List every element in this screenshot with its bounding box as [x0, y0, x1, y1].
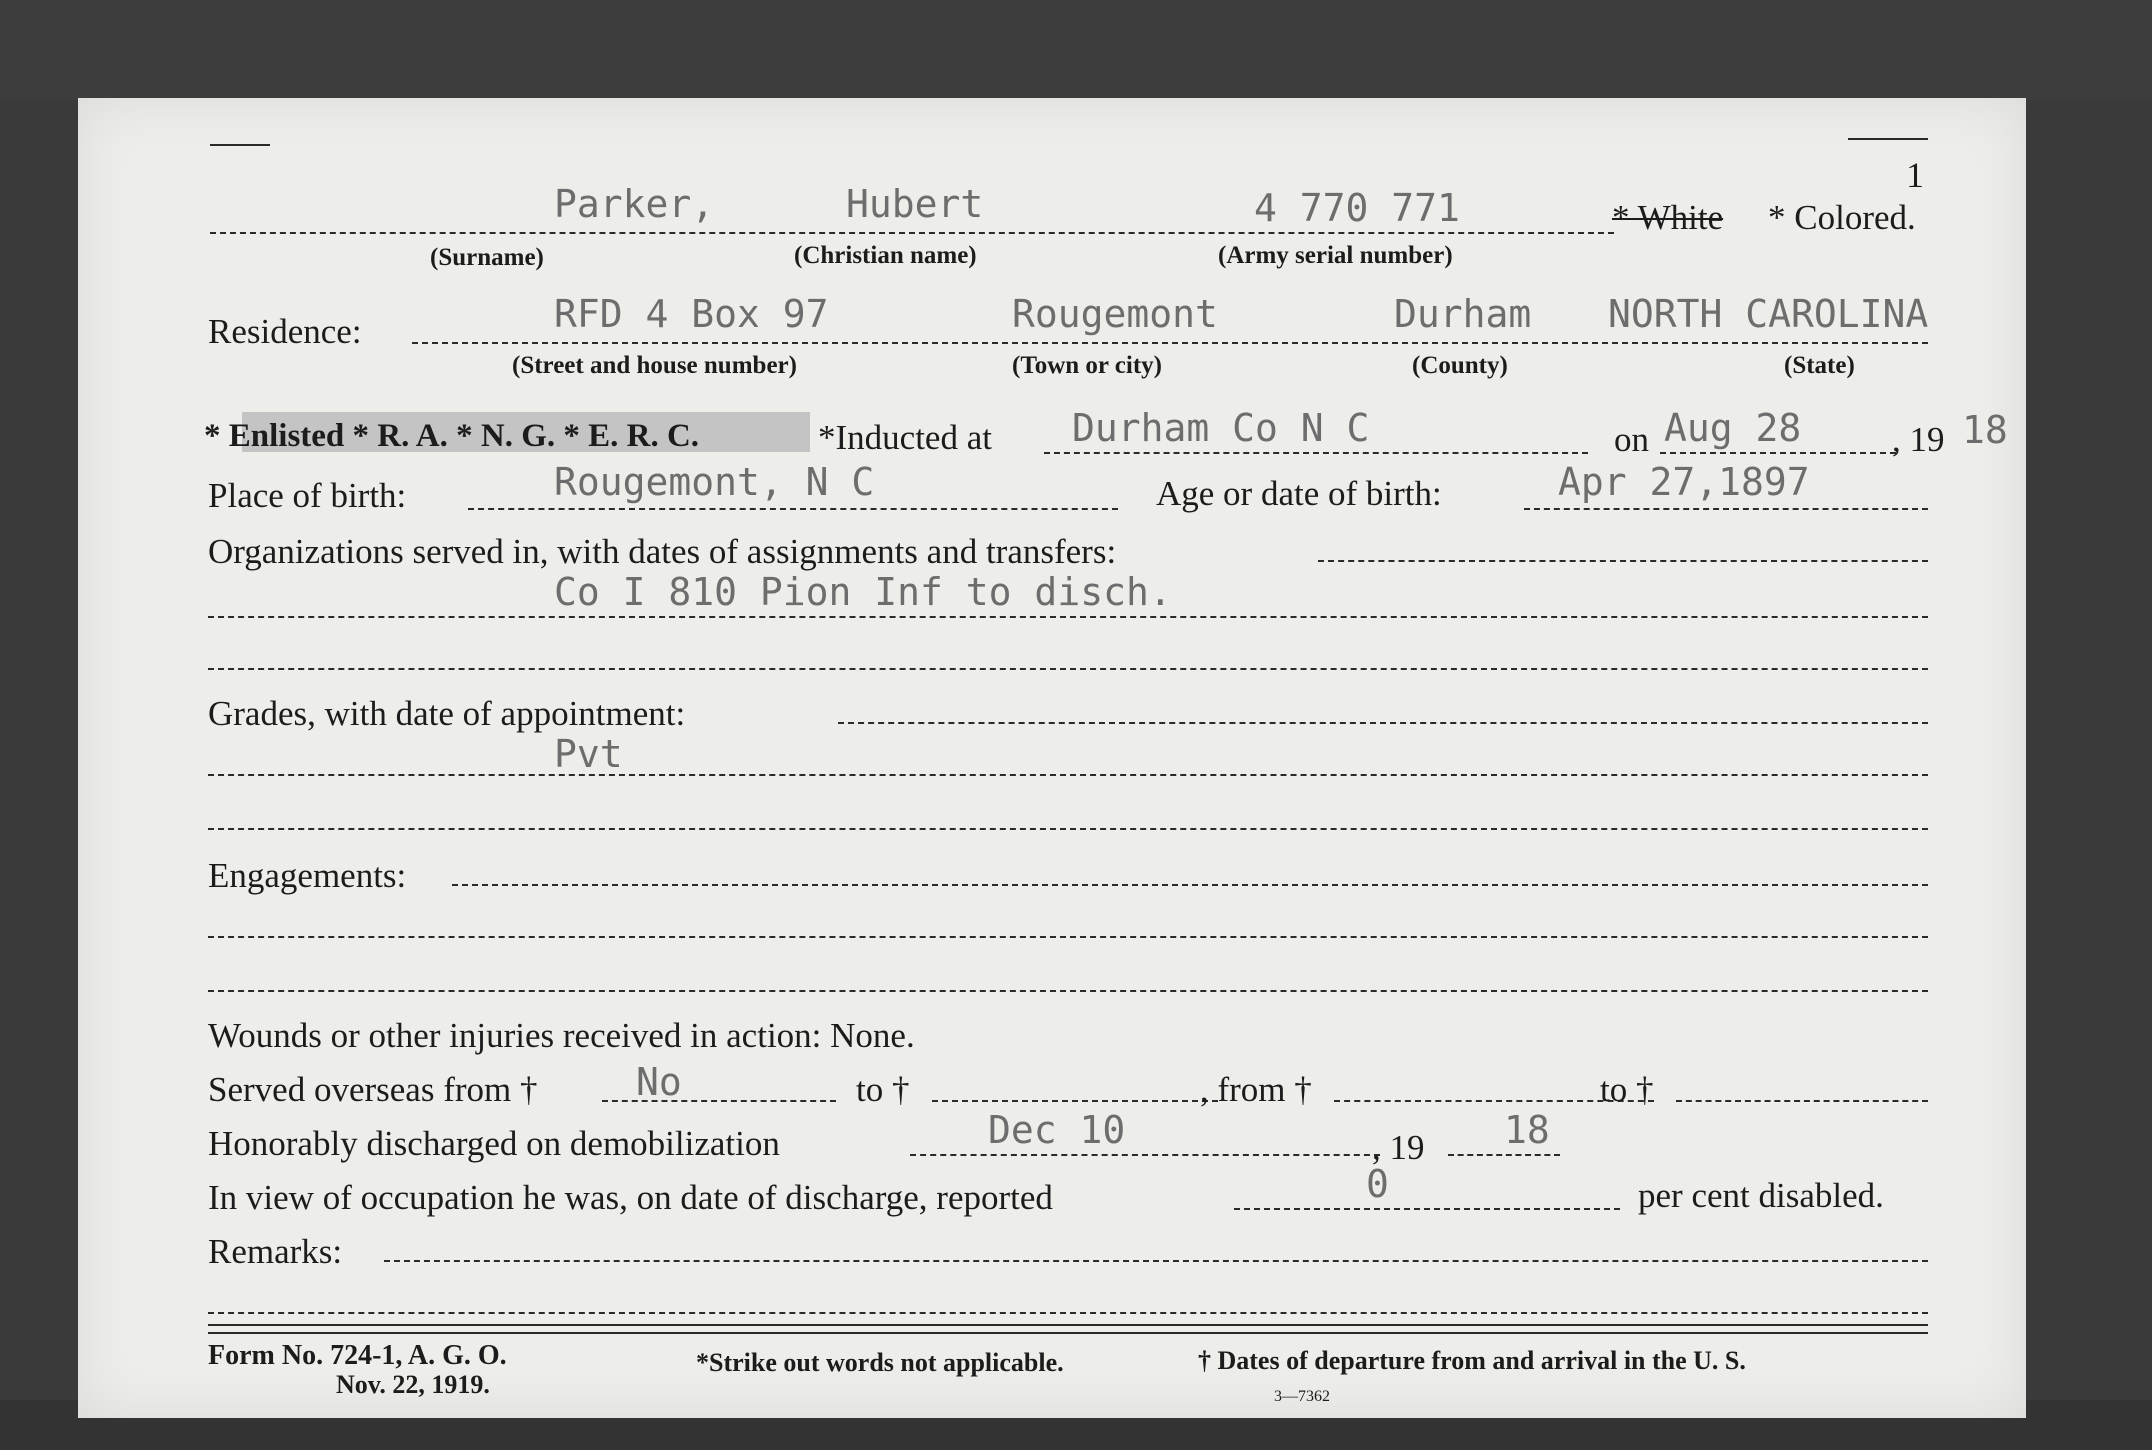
engagements-line-1 [452, 884, 1928, 886]
residence-street-value: RFD 4 Box 97 [554, 292, 829, 336]
discharge-year-line [1448, 1154, 1560, 1156]
grades-label: Grades, with date of appointment: [208, 694, 686, 733]
place-of-birth-value: Rougemont, N C [554, 460, 875, 504]
discharge-year-value: 18 [1504, 1108, 1550, 1152]
overseas-from-value: No [636, 1060, 682, 1104]
remarks-line-1 [384, 1260, 1928, 1262]
surname-caption: (Surname) [430, 244, 544, 271]
place-of-birth-line [468, 508, 1118, 510]
residence-county-value: Durham [1394, 292, 1532, 336]
overseas-to2-label: to † [1600, 1070, 1654, 1109]
residence-label: Residence: [208, 312, 362, 351]
serial-number-value: 4 770 771 [1254, 186, 1460, 230]
christian-name-caption: (Christian name) [794, 242, 977, 269]
serial-number-caption: (Army serial number) [1218, 242, 1453, 269]
grades-line-3 [208, 828, 1928, 830]
name-line [210, 232, 1614, 234]
footer-rule-2 [208, 1332, 1928, 1334]
organizations-line-2 [208, 616, 1928, 618]
dates-note: † Dates of departure from and arrival in the U. S. [1198, 1346, 1746, 1375]
white-label: * White [1612, 198, 1724, 237]
inducted-label: *Inducted at [818, 418, 992, 457]
grades-value: Pvt [554, 732, 623, 776]
inducted-line [1044, 452, 1588, 454]
print-code: 3—7362 [1274, 1388, 1330, 1405]
town-caption: (Town or city) [1012, 352, 1162, 379]
inducted-place-value: Durham Co N C [1072, 406, 1370, 450]
disability-line [1234, 1208, 1620, 1210]
disability-suffix: per cent disabled. [1638, 1176, 1884, 1215]
age-label: Age or date of birth: [1156, 474, 1442, 513]
organizations-label: Organizations served in, with dates of assignments and transfers: [208, 532, 1117, 571]
service-record-card [78, 98, 2026, 1418]
remarks-line-2 [208, 1312, 1928, 1314]
street-caption: (Street and house number) [512, 352, 797, 379]
card-number: 1 [1906, 155, 1924, 195]
top-left-rule [210, 144, 270, 146]
overseas-from2-label: , from † [1200, 1070, 1312, 1109]
wounds-text: Wounds or other injuries received in action: None. [208, 1016, 915, 1055]
induction-date-line [1660, 452, 1896, 454]
engagements-line-3 [208, 990, 1928, 992]
organizations-line-1 [1318, 560, 1928, 562]
induction-date-value: Aug 28 [1664, 406, 1802, 450]
organizations-line-3 [208, 668, 1928, 670]
state-caption: (State) [1784, 352, 1855, 379]
grades-line-1 [838, 722, 1928, 724]
residence-state-value: NORTH CAROLINA [1608, 292, 1929, 336]
residence-town-value: Rougemont [1012, 292, 1218, 336]
disability-label: In view of occupation he was, on date of discharge, reported [208, 1178, 1053, 1217]
top-right-rule [1848, 138, 1928, 140]
disability-value: 0 [1366, 1162, 1389, 1206]
grades-line-2 [208, 774, 1928, 776]
residence-line [412, 342, 1928, 344]
discharge-label: Honorably discharged on demobilization [208, 1124, 780, 1163]
engagements-line-2 [208, 936, 1928, 938]
overseas-label: Served overseas from † [208, 1070, 538, 1109]
organizations-value: Co I 810 Pion Inf to disch. [554, 570, 1172, 614]
strike-note: *Strike out words not applicable. [696, 1348, 1064, 1377]
county-caption: (County) [1412, 352, 1508, 379]
place-of-birth-label: Place of birth: [208, 476, 407, 515]
on-label: on [1614, 420, 1649, 459]
birth-date-value: Apr 27,1897 [1558, 460, 1810, 504]
discharge-date-value: Dec 10 [988, 1108, 1126, 1152]
discharge-year-prefix: , 19 [1372, 1128, 1425, 1167]
overseas-to-label: to † [856, 1070, 910, 1109]
form-date: Nov. 22, 1919. [336, 1370, 490, 1399]
induction-year-value: 18 [1962, 408, 2008, 452]
birth-date-line [1524, 508, 1928, 510]
overseas-to2-line [1676, 1100, 1928, 1102]
scanner-background-top [0, 0, 2152, 100]
surname-value: Parker, [554, 182, 715, 226]
overseas-from-line [602, 1100, 836, 1102]
engagements-label: Engagements: [208, 856, 407, 895]
remarks-label: Remarks: [208, 1232, 343, 1271]
enlisted-label: * Enlisted * R. A. * N. G. * E. R. C. [204, 418, 700, 454]
colored-label: * Colored. [1768, 198, 1916, 237]
induction-year-prefix: , 19 [1892, 420, 1945, 459]
christian-name-value: Hubert [846, 182, 984, 226]
discharge-date-line [910, 1154, 1380, 1156]
form-number: Form No. 724-1, A. G. O. [208, 1340, 507, 1371]
footer-rule-1 [208, 1324, 1928, 1326]
overseas-to-line [932, 1100, 1218, 1102]
